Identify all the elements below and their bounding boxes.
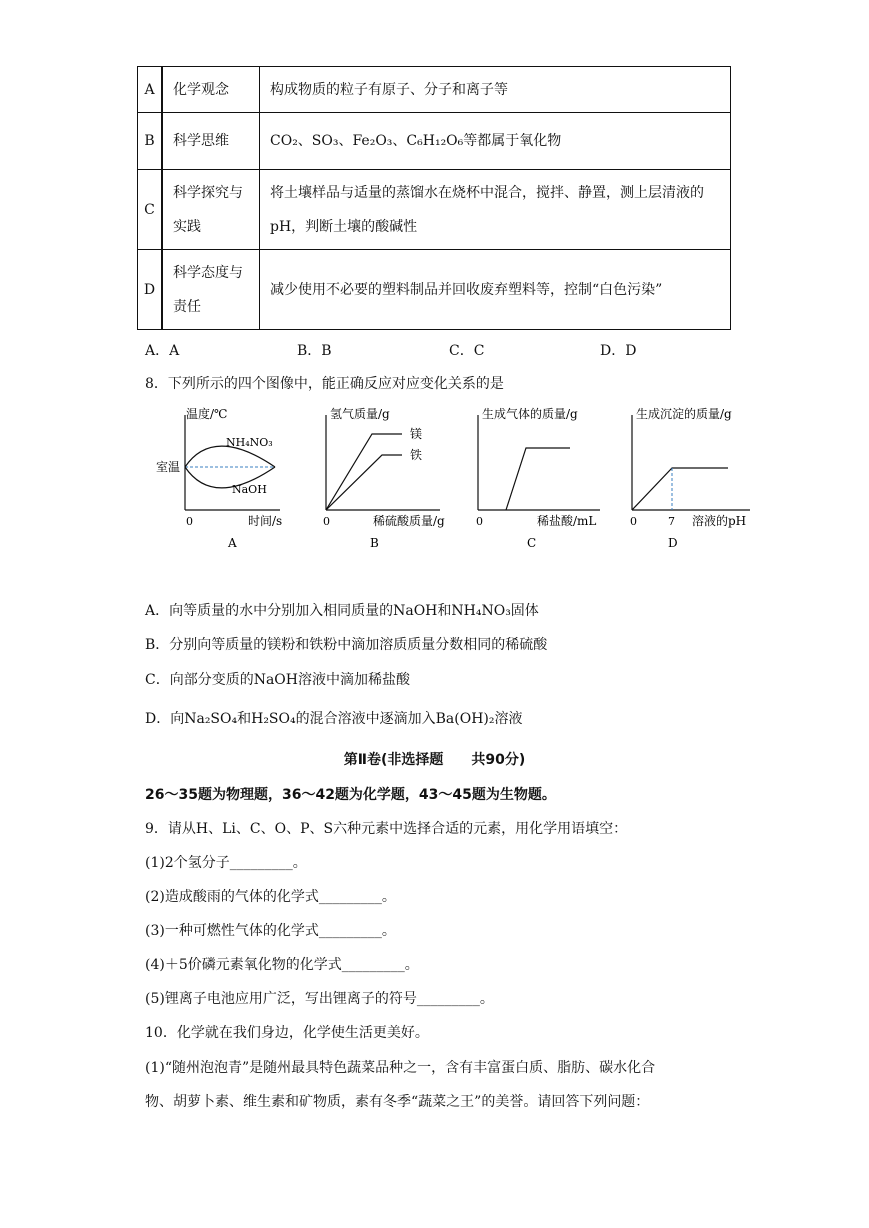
- option-table: [137, 66, 731, 330]
- q9-item-3: (3)一种可燃性气体的化学式_________。: [145, 923, 396, 939]
- graph-b-label: B: [370, 536, 379, 550]
- graph-a-ylabel: 温度/℃: [186, 407, 228, 421]
- q7-option-d: D．D: [600, 343, 637, 359]
- row-letter: D: [138, 250, 163, 330]
- graph-a-origin: 0: [186, 515, 193, 528]
- graph-b-origin: 0: [323, 515, 330, 528]
- graph-c: [476, 406, 600, 550]
- table-row: [138, 170, 731, 250]
- q10-part1-line2: 物、胡萝卜素、维生素和矿物质，素有冬季“蔬菜之王”的美誉。请回答下列问题：: [145, 1094, 650, 1110]
- q8-option-a: A．向等质量的水中分别加入相同质量的NaOH和NH₄NO₃固体: [145, 603, 539, 619]
- graph-b: [323, 406, 445, 550]
- q9-item-4: (4)＋5价磷元素氧化物的化学式_________。: [145, 957, 419, 973]
- row-content: 将土壤样品与适量的蒸馏水在烧杯中混合，搅拌、静置，测上层清液的pH，判断土壤的酸碱性: [260, 170, 731, 250]
- graph-c-origin: 0: [476, 515, 483, 528]
- graph-c-ylabel: 生成气体的质量/g: [482, 407, 578, 421]
- row-letter: B: [138, 113, 163, 170]
- row-letter: C: [138, 170, 163, 250]
- graph-c-label: C: [527, 536, 537, 550]
- section-note: 26～35题为物理题，36～42题为化学题，43～45题为生物题。: [145, 787, 556, 803]
- row-content: 构成物质的粒子有原子、分子和离子等: [260, 67, 731, 113]
- graph-c-xlabel: 稀盐酸/mL: [537, 514, 597, 528]
- row-category: 科学态度与责任: [162, 250, 260, 330]
- graph-a: [156, 406, 282, 550]
- graph-c-gas-line: [506, 448, 570, 510]
- graph-b-series-1: 镁: [410, 427, 423, 441]
- row-content: CO₂、SO₃、Fe₂O₃、C₆H₁₂O₆等都属于氧化物: [260, 113, 731, 170]
- q8-graphs: [140, 400, 760, 555]
- q8-stem: 8．下列所示的四个图像中，能正确反应对应变化关系的是: [145, 376, 504, 392]
- q7-option-b: B．B: [297, 343, 332, 359]
- q9-stem: 9．请从H、Li、C、O、P、S六种元素中选择合适的元素，用化学用语填空：: [145, 821, 628, 837]
- q9-item-2: (2)造成酸雨的气体的化学式_________。: [145, 889, 396, 905]
- graph-d-ylabel: 生成沉淀的质量/g: [636, 407, 732, 421]
- graph-a-series-2: NaOH: [232, 483, 267, 496]
- table-row: [138, 113, 731, 170]
- row-content: 减少使用不必要的塑料制品并回收废弃塑料等，控制“白色污染”: [260, 250, 731, 330]
- row-category: 化学观念: [162, 67, 260, 113]
- graph-d-xlabel: 溶液的pH: [692, 514, 747, 528]
- table-row: [138, 67, 731, 113]
- graph-b-xlabel: 稀硫酸质量/g: [373, 514, 445, 528]
- graph-a-naoh-curve: [185, 446, 275, 467]
- graph-d: [630, 406, 750, 550]
- graph-a-series-1: NH₄NO₃: [226, 436, 273, 449]
- graph-b-fe-line: [326, 455, 402, 510]
- q8-option-b: B．分别向等质量的镁粉和铁粉中滴加溶质质量分数相同的稀硫酸: [145, 637, 548, 653]
- graph-a-xlabel: 时间/s: [248, 514, 283, 528]
- row-letter: A: [138, 67, 163, 113]
- q8-option-c: C．向部分变质的NaOH溶液中滴加稀盐酸: [145, 672, 410, 688]
- q7-option-c: C．C: [449, 343, 485, 359]
- graph-a-ref-label: 室温: [156, 460, 181, 474]
- q7-option-a: A．A: [145, 343, 180, 359]
- graph-d-label: D: [668, 536, 678, 550]
- graph-d-tick-7: 7: [668, 515, 675, 528]
- section-title: 第Ⅱ卷(非选择题 共90分): [343, 752, 526, 768]
- table-row: [138, 250, 731, 330]
- q9-item-1: (1)2个氢分子_________。: [145, 855, 307, 871]
- q10-stem: 10．化学就在我们身边，化学使生活更美好。: [145, 1025, 429, 1041]
- graph-d-origin: 0: [630, 515, 637, 528]
- graph-a-label: A: [228, 536, 237, 550]
- graph-b-series-2: 铁: [410, 448, 423, 462]
- q9-item-5: (5)锂离子电池应用广泛，写出锂离子的符号_________。: [145, 991, 494, 1007]
- graph-d-precipitate-line: [632, 468, 728, 510]
- row-category: 科学探究与实践: [162, 170, 260, 250]
- q10-part1-line1: (1)“随州泡泡青”是随州最具特色蔬菜品种之一，含有丰富蛋白质、脂肪、碳水化合: [145, 1060, 656, 1076]
- q8-option-d: D．向Na₂SO₄和H₂SO₄的混合溶液中逐滴加入Ba(OH)₂溶液: [145, 711, 523, 727]
- graph-b-ylabel: 氢气质量/g: [330, 407, 390, 421]
- row-category: 科学思维: [162, 113, 260, 170]
